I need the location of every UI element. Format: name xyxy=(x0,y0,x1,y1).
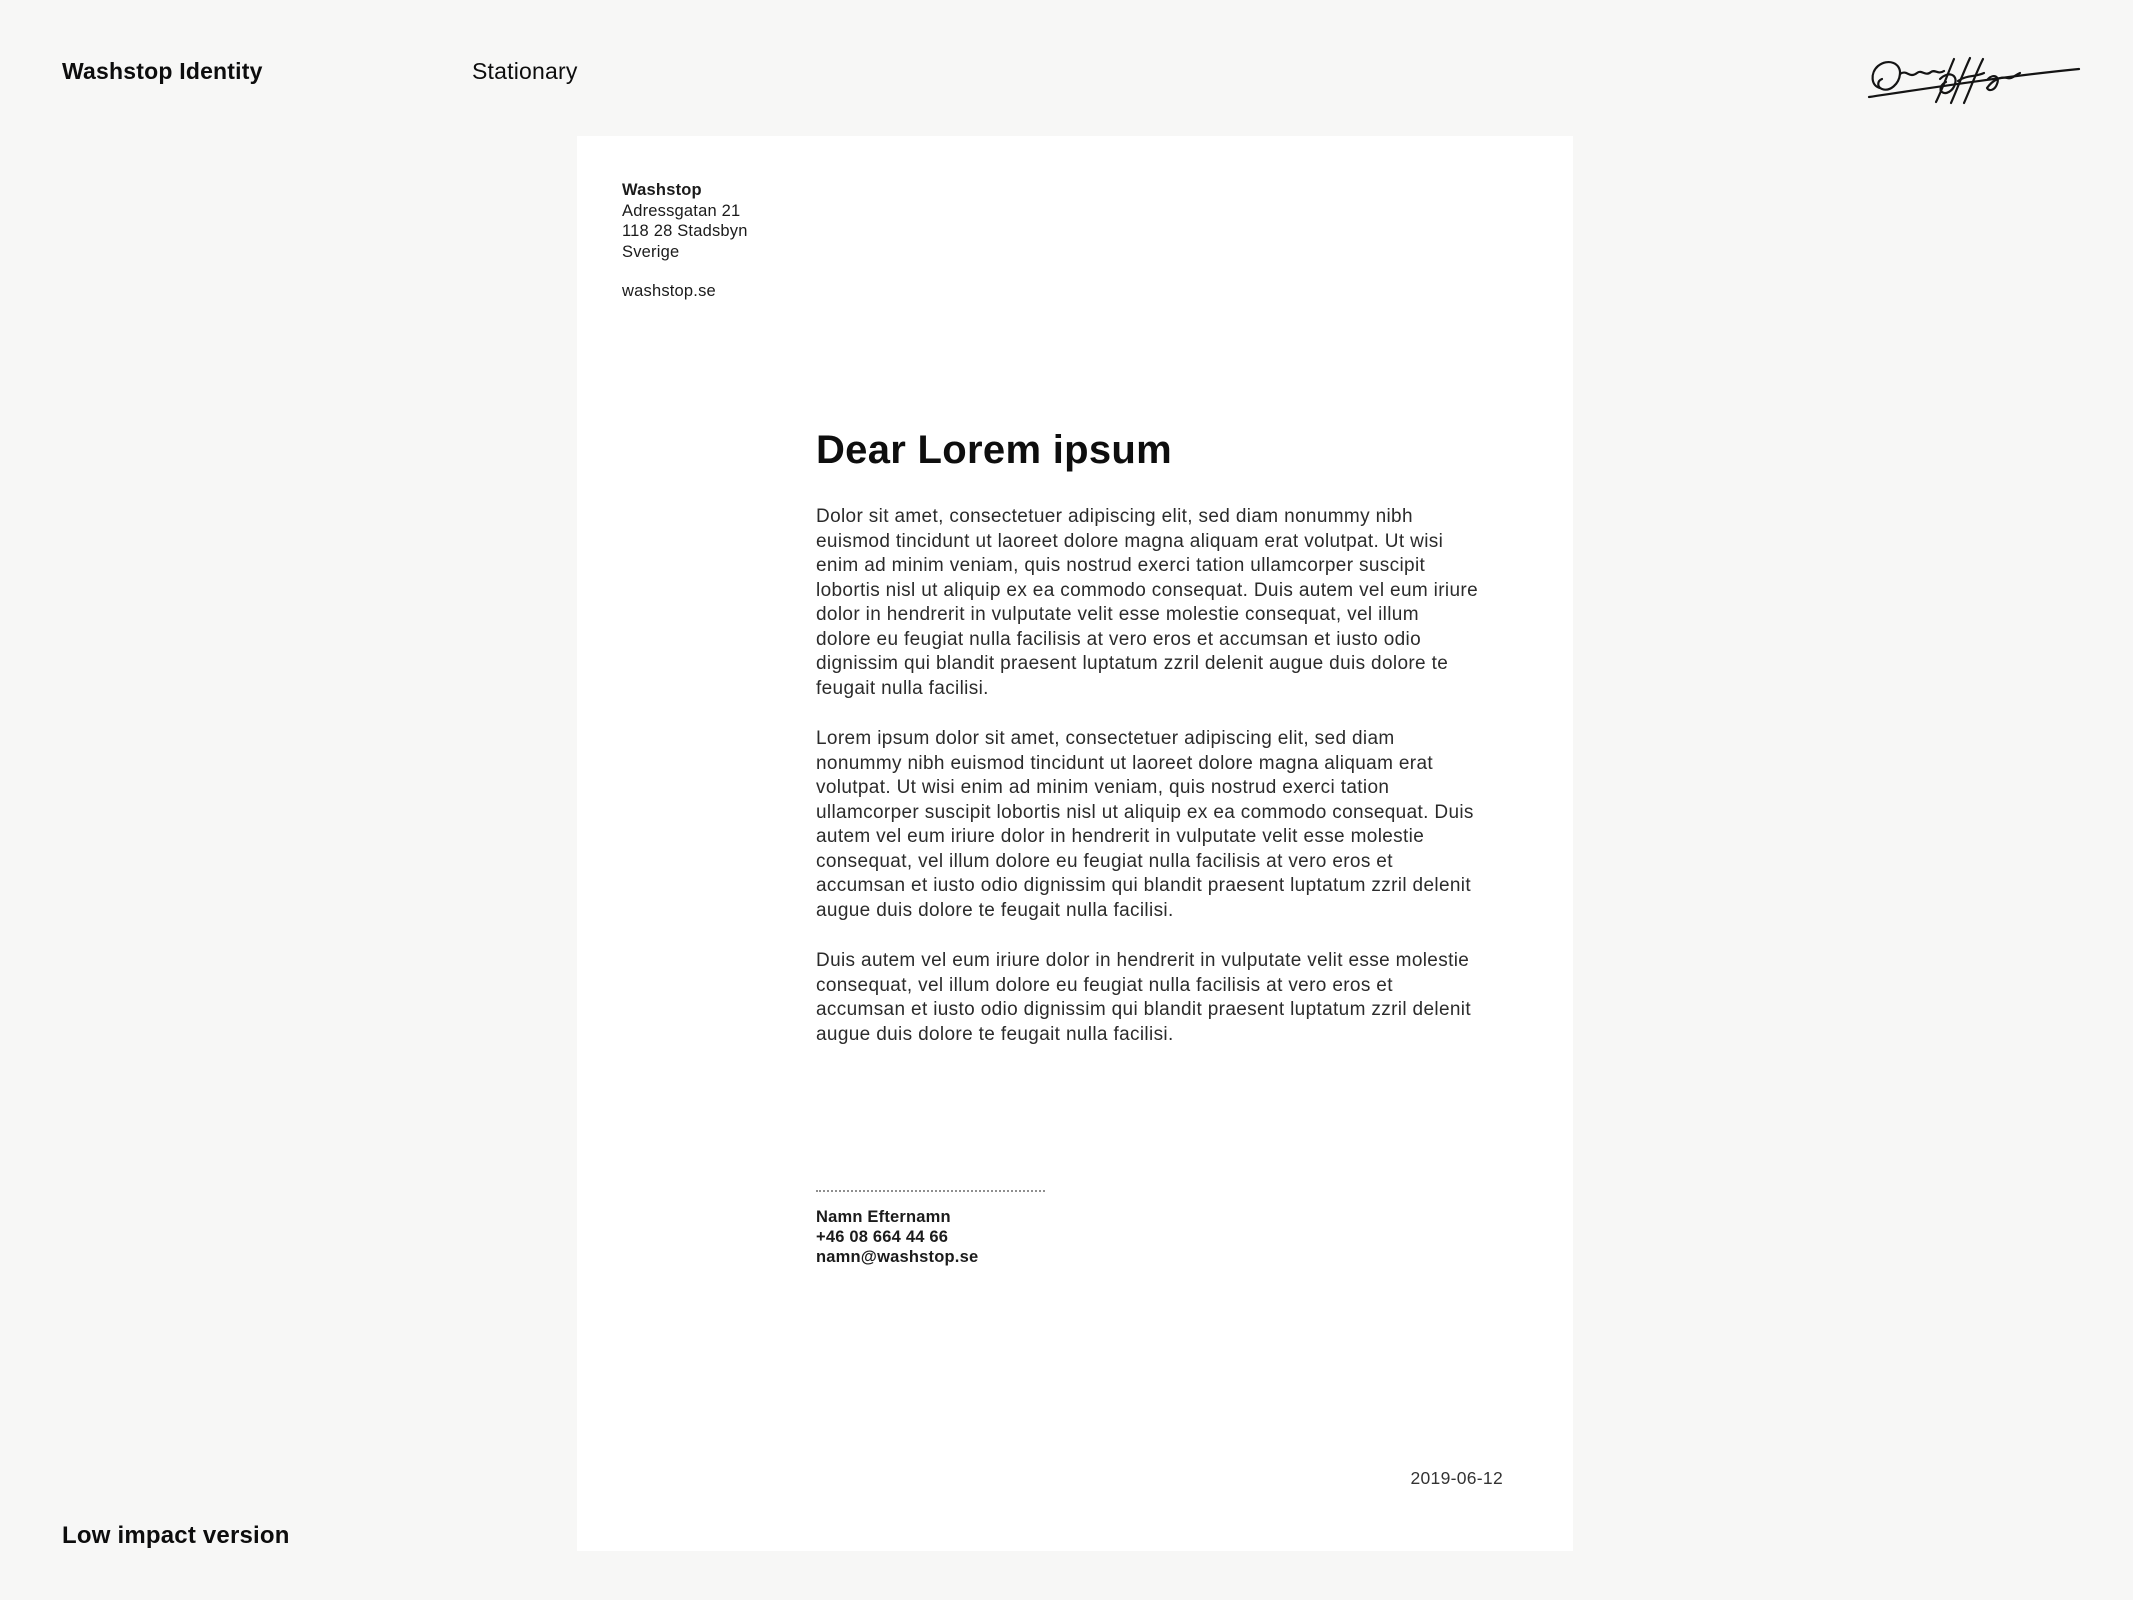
sender-name: Washstop xyxy=(622,181,702,199)
signature-line xyxy=(816,1190,1045,1192)
project-title: Washstop Identity xyxy=(62,58,263,84)
signature-block xyxy=(816,1190,1045,1267)
signatory-phone: +46 08 664 44 66 xyxy=(816,1228,949,1246)
letter-body xyxy=(816,428,1478,1073)
signatory-email: namn@washstop.se xyxy=(816,1248,979,1266)
letter-paragraph-2: Lorem ipsum dolor sit amet, consectetuer adipiscing elit, sed diam nonummy nibh euismod tincidunt ut laoreet dolore magna aliquam erat volutpat. Ut wisi enim ad minim veniam, quis nostrud exerci tation ullamcorper suscipit lobortis nisl ut aliquip ex ea commodo consequat. Duis autem vel eum iriure dolor in hendrerit in vulputate velit esse molestie consequat, vel illum dolore eu feugiat nulla facilisis at vero eros et accumsan et iusto odio dignissim qui blandit praesent luptatum zzril delenit augue duis dolore te feugait nulla facilisi. xyxy=(816,728,1474,921)
sender-website: washstop.se xyxy=(622,282,716,300)
letter-paragraph-1: Dolor sit amet, consectetuer adipiscing elit, sed diam nonummy nibh euismod tincidunt ut laoreet dolore magna aliquam erat volutpat. Ut wisi enim ad minim veniam, quis nostrud exerci tation ullamcorper suscipit lobortis nisl ut aliquip ex ea commodo consequat. Duis autem vel eum iriure dolor in hendrerit in vulputate velit esse molestie consequat, vel illum dolore eu feugiat nulla facilisis at vero eros et accumsan et iusto odio dignissim qui blandit praesent luptatum zzril delenit augue duis dolore te feugait nulla facilisi. xyxy=(816,506,1479,699)
letterhead-paper xyxy=(577,136,1573,1551)
letter-heading: Dear Lorem ipsum xyxy=(816,428,1173,472)
sender-postal-city: 118 28 Stadsbyn xyxy=(622,222,748,240)
sender-address-block xyxy=(622,180,748,302)
letter-paragraph-3: Duis autem vel eum iriure dolor in hendrerit in vulputate velit esse molestie consequat, vel illum dolore eu feugiat nulla facilisis at vero eros et accumsan et iusto odio dignissim qui blandit praesent luptatum zzril delenit augue duis dolore te feugait nulla facilisi. xyxy=(816,950,1471,1045)
letter-date: 2019-06-12 xyxy=(1410,1468,1503,1488)
signatory-name: Namn Efternamn xyxy=(816,1208,951,1226)
version-label: Low impact version xyxy=(62,1522,290,1549)
designer-signature-icon xyxy=(1865,52,2083,110)
sender-street: Adressgatan 21 xyxy=(622,201,741,220)
sender-country: Sverige xyxy=(622,242,680,261)
section-title: Stationary xyxy=(472,58,578,84)
